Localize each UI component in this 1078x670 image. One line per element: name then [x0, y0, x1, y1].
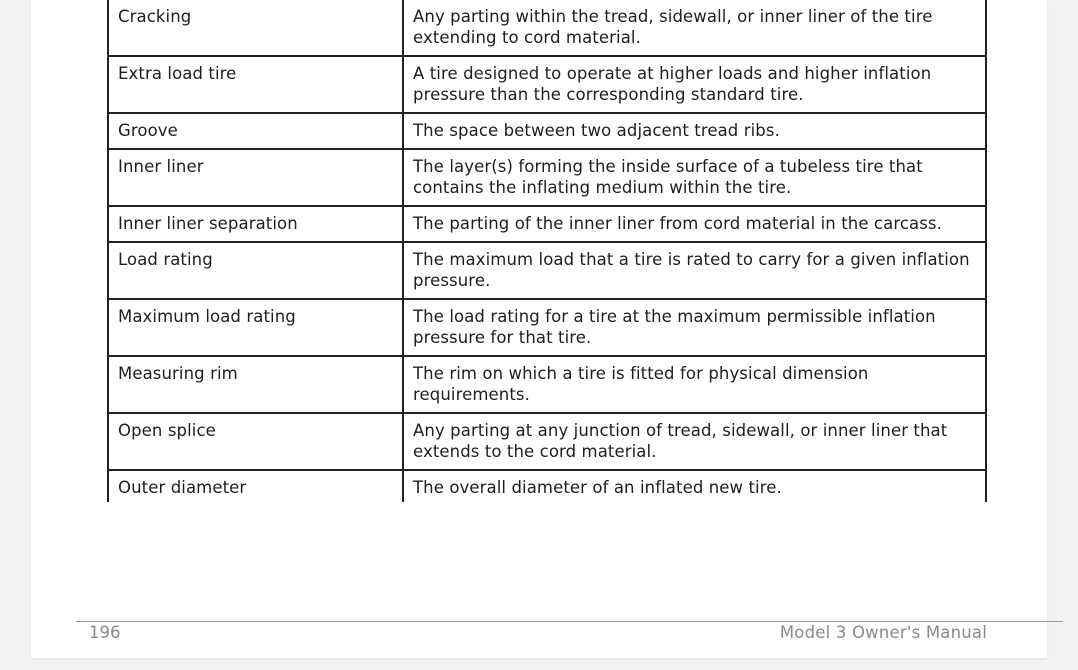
table-row [108, 113, 986, 149]
table-row [108, 206, 986, 242]
table-row [108, 149, 986, 206]
term-cell: Outer diameter [108, 470, 403, 502]
term-cell: Groove [108, 113, 403, 149]
document-title: Model 3 Owner's Manual [779, 623, 987, 642]
term-cell: Maximum load rating [108, 299, 403, 356]
table-row [108, 413, 986, 470]
term-cell: Open splice [108, 413, 403, 470]
table-row [108, 470, 986, 502]
footer-divider [76, 621, 1063, 622]
table-row [108, 56, 986, 113]
term-cell: Load rating [108, 242, 403, 299]
definition-cell: Any parting at any junction of tread, sidewall, or inner liner that extends to the cord material. [403, 413, 986, 470]
definition-cell: The parting of the inner liner from cord material in the carcass. [403, 206, 986, 242]
definition-cell: The space between two adjacent tread ribs. [403, 113, 986, 149]
manual-page [31, 0, 1047, 658]
definition-cell: The overall diameter of an inflated new tire. [403, 470, 986, 502]
tire-glossary-table [107, 0, 987, 502]
definition-cell: The layer(s) forming the inside surface of a tubeless tire that contains the inflating medium within the tire. [403, 149, 986, 206]
definition-cell: The rim on which a tire is fitted for physical dimension requirements. [403, 356, 986, 413]
definition-cell: The load rating for a tire at the maximum permissible inflation pressure for that tire. [403, 299, 986, 356]
term-cell: Extra load tire [108, 56, 403, 113]
definition-cell: Any parting within the tread, sidewall, or inner liner of the tire extending to cord material. [403, 0, 986, 56]
term-cell: Inner liner separation [108, 206, 403, 242]
table-row [108, 356, 986, 413]
term-cell: Inner liner [108, 149, 403, 206]
term-cell: Cracking [108, 0, 403, 56]
definition-cell: The maximum load that a tire is rated to carry for a given inflation pressure. [403, 242, 986, 299]
table-row [108, 0, 986, 56]
table-row [108, 242, 986, 299]
table-row [108, 299, 986, 356]
definition-cell: A tire designed to operate at higher loads and higher inflation pressure than the corresponding standard tire. [403, 56, 986, 113]
term-cell: Measuring rim [108, 356, 403, 413]
page-number: 196 [89, 623, 121, 642]
